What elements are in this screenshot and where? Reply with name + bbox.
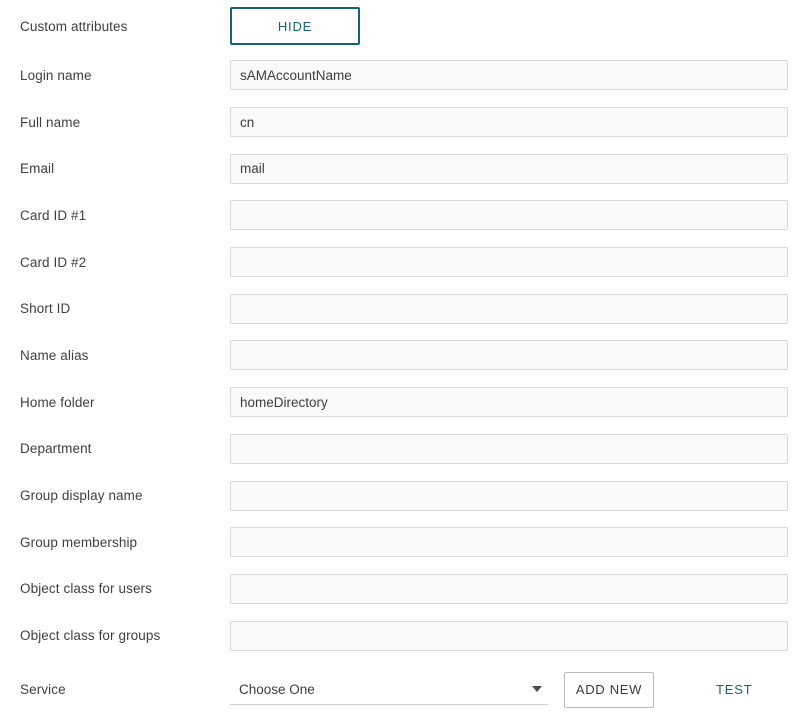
field-row-object-class-groups (0, 612, 808, 659)
field-row-group-display-name (0, 472, 808, 519)
field-card-id-1 (230, 200, 788, 230)
service-selected-value: Choose One (239, 681, 315, 697)
field-name-alias (230, 340, 788, 370)
field-group-membership (230, 527, 788, 557)
chevron-down-icon (532, 686, 542, 692)
input-department[interactable] (230, 434, 788, 464)
label-object-class-groups: Object class for groups (20, 628, 161, 644)
field-object-class-users (230, 574, 788, 604)
label-short-id: Short ID (20, 301, 71, 317)
input-full-name[interactable] (230, 107, 788, 137)
label-group-membership: Group membership (20, 534, 138, 550)
hide-button[interactable]: HIDE (230, 7, 360, 45)
input-short-id[interactable] (230, 294, 788, 324)
field-row-full-name (0, 99, 808, 146)
field-login-name (230, 60, 788, 90)
input-object-class-groups[interactable] (230, 621, 788, 651)
field-department (230, 434, 788, 464)
label-department: Department (20, 441, 92, 457)
label-name-alias: Name alias (20, 347, 89, 363)
label-home-folder: Home folder (20, 394, 95, 410)
input-group-membership[interactable] (230, 527, 788, 557)
label-login-name: Login name (20, 67, 92, 83)
input-card-id-1[interactable] (230, 200, 788, 230)
field-row-object-class-users (0, 566, 808, 613)
input-object-class-users[interactable] (230, 574, 788, 604)
field-row-login-name (0, 52, 808, 99)
field-row-department (0, 426, 808, 473)
service-controls (230, 672, 788, 708)
service-select[interactable] (230, 675, 548, 705)
input-name-alias[interactable] (230, 340, 788, 370)
service-row (0, 659, 808, 721)
field-short-id (230, 294, 788, 324)
field-row-home-folder (0, 379, 808, 426)
field-object-class-groups (230, 621, 788, 651)
label-card-id-1: Card ID #1 (20, 207, 87, 223)
custom-attributes-field (230, 7, 788, 45)
label-object-class-users: Object class for users (20, 581, 152, 597)
input-card-id-2[interactable] (230, 247, 788, 277)
field-row-group-membership (0, 519, 808, 566)
input-login-name[interactable] (230, 60, 788, 90)
label-card-id-2: Card ID #2 (20, 254, 87, 270)
input-home-folder[interactable] (230, 387, 788, 417)
custom-attributes-label: Custom attributes (20, 18, 128, 34)
field-row-card-id-1 (0, 192, 808, 239)
field-full-name (230, 107, 788, 137)
add-new-button[interactable]: ADD NEW (564, 672, 654, 708)
field-row-email (0, 145, 808, 192)
label-group-display-name: Group display name (20, 488, 143, 504)
field-card-id-2 (230, 247, 788, 277)
custom-attributes-row (0, 0, 808, 52)
field-row-short-id (0, 285, 808, 332)
field-row-card-id-2 (0, 239, 808, 286)
field-row-name-alias (0, 332, 808, 379)
label-email: Email (20, 161, 55, 177)
input-group-display-name[interactable] (230, 481, 788, 511)
field-email (230, 154, 788, 184)
label-full-name: Full name (20, 114, 81, 130)
field-group-display-name (230, 481, 788, 511)
input-email[interactable] (230, 154, 788, 184)
field-home-folder (230, 387, 788, 417)
label-service: Service (20, 682, 66, 698)
test-button[interactable]: TEST (716, 682, 753, 698)
